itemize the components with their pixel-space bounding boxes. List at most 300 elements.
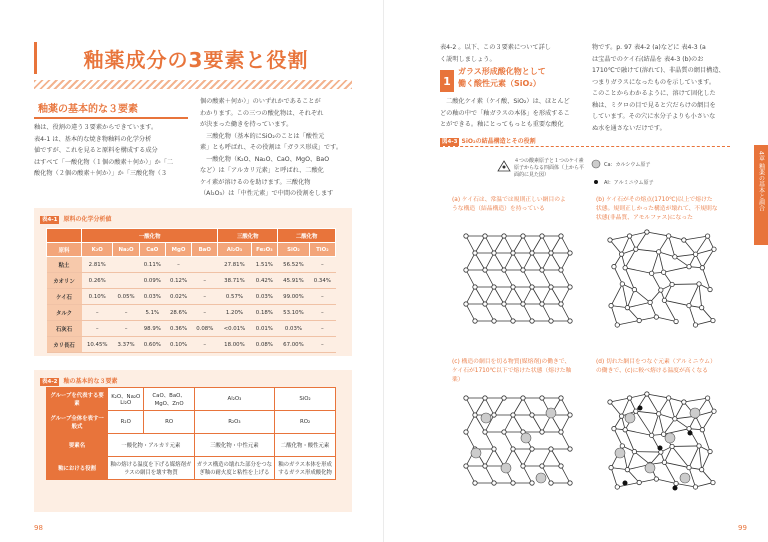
atom-node [511, 251, 515, 255]
table1 [46, 228, 336, 353]
bond-line [513, 287, 523, 304]
bond-line [504, 270, 513, 287]
amorphous-network-diagram [600, 226, 724, 346]
atom-node [670, 282, 674, 286]
table-cell: – [309, 289, 335, 305]
bond-line [504, 304, 513, 321]
bond-line [676, 483, 695, 486]
atom-node [654, 315, 658, 319]
atom-node [492, 251, 496, 255]
text-line: つまりガラスになったものを示しています。 [592, 78, 716, 86]
bond-line [485, 304, 494, 321]
atom-node [670, 444, 674, 448]
table-row [47, 305, 336, 321]
atom-node [464, 464, 468, 468]
atom-node [615, 323, 619, 327]
atom-node [530, 447, 534, 451]
atom-node [511, 285, 515, 289]
bond-line [659, 398, 669, 414]
table-cell: 67.00% [278, 337, 309, 353]
calcium-atom [690, 408, 700, 418]
table-cell: Al₂O₃ [194, 388, 274, 411]
table-cell: 0.05% [113, 289, 139, 305]
page-number-left: 98 [34, 524, 43, 532]
atom-node [530, 481, 534, 485]
table-cell: – [309, 337, 335, 353]
bond-line [611, 306, 617, 325]
legend-aluminum: Al：アルミニウム原子 [604, 180, 654, 186]
table1-title [40, 214, 111, 224]
bond-line [627, 470, 639, 483]
bond-line [689, 446, 699, 468]
table-cell: 0.09% [139, 273, 165, 289]
bond-line [561, 304, 570, 321]
atom-node [492, 319, 496, 323]
bond-line [475, 253, 485, 270]
atom-node [662, 298, 666, 302]
bond-line [513, 415, 523, 432]
atom-node [674, 319, 678, 323]
bond-line [634, 290, 650, 303]
atom-node [700, 428, 704, 432]
table-cell: 0.12% [165, 273, 191, 289]
bond-line [466, 466, 475, 483]
atom-node [530, 413, 534, 417]
atom-node [521, 302, 525, 306]
bond-line [699, 446, 702, 470]
table-row [47, 289, 336, 305]
bond-line [504, 432, 513, 449]
atom-node [625, 305, 629, 309]
atom-node [705, 234, 709, 238]
bond-line [561, 466, 570, 483]
bond-line [513, 236, 523, 253]
figure-title [440, 136, 536, 146]
atom-node [464, 396, 468, 400]
bond-line [466, 253, 475, 270]
bond-line [513, 398, 523, 415]
bond-line [664, 267, 689, 273]
bond-line [485, 253, 494, 270]
bond-line [702, 452, 710, 470]
calcium-atom [521, 433, 531, 443]
column-header: Na₂O [113, 243, 139, 257]
atom-node [662, 460, 666, 464]
table-cell: 0.60% [139, 337, 165, 353]
aluminum-atom [688, 431, 693, 436]
atom-node [645, 230, 649, 234]
row-header: タルク [47, 305, 82, 321]
text-line: しています。その穴に水分子よりも小さいな [592, 113, 716, 120]
atom-node [656, 412, 660, 416]
atom-node [711, 480, 715, 484]
bond-line [656, 479, 676, 483]
bond-line [532, 236, 542, 253]
aluminum-atom [673, 486, 678, 491]
column-header: BaO [192, 243, 218, 257]
bond-line [639, 479, 656, 482]
bond-line [627, 452, 634, 470]
bond-line [494, 253, 504, 270]
atom-node [666, 396, 670, 400]
atom-node [712, 247, 716, 251]
bond-line [652, 414, 659, 436]
column-header: 原料 [47, 243, 82, 257]
bond-line [636, 249, 659, 252]
bond-line [504, 253, 513, 270]
atom-node [699, 467, 703, 471]
bond-line [485, 432, 494, 449]
atom-node [473, 481, 477, 485]
bond-line [634, 452, 650, 465]
figure-legend [496, 158, 676, 192]
table-cell: 45.91% [278, 273, 309, 289]
aluminum-bridged-network-diagram [600, 388, 724, 508]
bond-line [542, 253, 551, 270]
atom-node [521, 396, 525, 400]
table-cell: 0.42% [251, 273, 278, 289]
atom-node [568, 251, 572, 255]
text-line: 値ですが、これを見ると原料を構成する成分 [34, 147, 158, 154]
table-cell: 0.36% [165, 321, 191, 337]
table-cell: 10.45% [82, 337, 113, 353]
bond-line [475, 236, 485, 253]
atom-node [492, 447, 496, 451]
text-line: 一酸化物（K₂O、Na₂O、CaO、MgO、BaO [200, 155, 330, 163]
text-line: とができる。釉にとってもっとも重要な酸化 [440, 121, 564, 128]
bond-line [695, 483, 712, 487]
table-cell: – [192, 337, 218, 353]
table-cell: ガラス構造の壊れた部分をつなぎ釉の耐火度と粘性を上げる [194, 457, 274, 480]
table-cell [113, 257, 139, 273]
text-line: く説明しましょう。 [440, 55, 496, 63]
caption-d: (d) 切れた網目をつなぐ元素（アルミニウム）の働きで、(c)に較べ熔ける温度が高くなる [596, 359, 716, 374]
atom-node [540, 396, 544, 400]
chapter-title: 釉薬の基本と調合 [757, 162, 765, 211]
text-line: （Al₂O₃）は「中性元素」で中間の役割をします [200, 190, 334, 197]
aluminum-atom [623, 481, 628, 486]
bond-line [647, 394, 659, 414]
table-cell: 27.81% [218, 257, 251, 273]
bond-line [551, 253, 561, 270]
atom-node [682, 238, 686, 242]
atom-node [659, 288, 663, 292]
crystal-network-diagram [456, 226, 580, 346]
table-cell: 三酸化物・中性元素 [194, 434, 274, 457]
bond-line [627, 308, 639, 321]
atom-node [559, 396, 563, 400]
atom-node [619, 414, 623, 418]
atom-node [687, 264, 691, 268]
atom-node [708, 287, 712, 291]
bond-line [684, 236, 708, 240]
atom-node [511, 481, 515, 485]
atom-node [540, 464, 544, 468]
bond-line [622, 284, 627, 308]
chapter-label: 章 [757, 154, 765, 161]
table-cell: 0.03% [139, 289, 165, 305]
row-header: 粘土 [47, 257, 82, 273]
row-header: カリ長石 [47, 337, 82, 353]
atom-node [492, 285, 496, 289]
table1-title-text: 原料の化学分析値 [63, 216, 112, 223]
bond-line [617, 320, 639, 324]
bond-line [485, 466, 494, 483]
table-cell: 0.10% [165, 337, 191, 353]
bond-line [611, 468, 617, 487]
bond-line [523, 466, 532, 483]
atom-node [666, 234, 670, 238]
table-cell: 一酸化物・アルカリ元素 [108, 434, 195, 457]
page-title-text: 釉薬成分の3要素と役割 [83, 47, 309, 72]
bond-line [561, 236, 570, 253]
text-line: など）は「アルカリ元素」と呼ばれ、二酸化 [200, 167, 324, 174]
text-line: 1710℃で融けて(溶れて)、非晶質の網目構造、 [592, 67, 725, 74]
bond-line [532, 287, 542, 304]
bond-line [659, 252, 664, 272]
atom-node [649, 271, 653, 275]
atom-node [625, 467, 629, 471]
table2-body [47, 388, 336, 480]
atom-node [502, 268, 506, 272]
atom-node [609, 465, 613, 469]
row-header: 要素名 [47, 434, 108, 457]
atom-node [549, 481, 553, 485]
bond-line [636, 411, 659, 414]
atom-node [549, 447, 553, 451]
text-line: わかります。この三つの酸化物は、それぞれ [200, 109, 324, 117]
text-line: 二酸化ケイ素（ケイ酸、SiO₂）は、ほとんど [440, 98, 570, 105]
calcium-atom [625, 413, 635, 423]
atom-node [612, 426, 616, 430]
table-cell: 0.03% [278, 321, 309, 337]
atom-node [483, 302, 487, 306]
atom-node [656, 250, 660, 254]
table-cell: 二酸化物・酸性元素 [275, 434, 336, 457]
atom-node [712, 409, 716, 413]
table-cell: 5.1% [139, 305, 165, 321]
atom-node [612, 264, 616, 268]
legend-calcium: Ca：カルシウム原子 [604, 162, 651, 168]
atom-node [549, 251, 553, 255]
table-cell: R₂O [108, 411, 144, 434]
bond-line [610, 240, 622, 254]
right-body-right [592, 42, 734, 134]
table-cell: – [309, 321, 335, 337]
table-cell: 2.81% [82, 257, 113, 273]
right-top-paragraph [440, 42, 580, 65]
table-cell: K₂O、Na₂O Li₂O [108, 388, 144, 411]
text-line: 素」とも呼ばれ、その役割は「ガラス形成」です。 [200, 144, 343, 151]
bond-line [466, 287, 475, 304]
bond-line [610, 398, 630, 402]
bond-line [675, 402, 684, 419]
atom-node [483, 396, 487, 400]
atom-node [502, 234, 506, 238]
table-cell: SiO₂ [275, 388, 336, 411]
text-line: どの釉の中で「釉ガラスの本体」を形成するこ [440, 109, 570, 117]
atom-node [568, 481, 572, 485]
atom-node [568, 319, 572, 323]
table-cell: – [82, 321, 113, 337]
atom-node [464, 430, 468, 434]
bond-line [513, 253, 523, 270]
bond-line [672, 284, 699, 285]
table-cell: 3.37% [113, 337, 139, 353]
atom-node [674, 481, 678, 485]
bond-line [485, 398, 494, 415]
atom-node [530, 319, 534, 323]
atom-node [708, 449, 712, 453]
atom-node [693, 252, 697, 256]
atom-node [464, 268, 468, 272]
text-line: ケイ素が溶けるのを助けます。三酸化物 [200, 178, 311, 186]
bond-line [475, 287, 485, 304]
atom-node [530, 285, 534, 289]
table-cell [113, 273, 139, 289]
bond-line [659, 236, 669, 252]
bond-line [504, 415, 513, 432]
bond-line [664, 284, 672, 300]
bond-line [611, 284, 622, 306]
atom-node [634, 409, 638, 413]
atom-node [693, 323, 697, 327]
table-row [47, 337, 336, 353]
chapter-side-tab [754, 145, 768, 245]
atom-node [483, 464, 487, 468]
table-cell: 0.57% [218, 289, 251, 305]
column-header: K₂O [82, 243, 113, 257]
bond-line [639, 317, 656, 320]
bond-line [494, 287, 504, 304]
atom-node [634, 247, 638, 251]
atom-node [673, 255, 677, 259]
atom-node [502, 430, 506, 434]
atom-node [711, 318, 715, 322]
bond-line [523, 236, 532, 253]
atom-node [549, 319, 553, 323]
table-cell: CaO、BaO、MgO、ZnO [144, 388, 194, 411]
bond-line [664, 462, 676, 483]
calcium-atom [615, 448, 625, 458]
atom-node [568, 447, 572, 451]
group-header: 三酸化物 [218, 229, 278, 243]
table-cell: 98.9% [139, 321, 165, 337]
column-header: Fe₂O₃ [251, 243, 278, 257]
table-cell: – [82, 305, 113, 321]
melted-glaze-network-diagram [456, 388, 580, 508]
table-cell: – [113, 305, 139, 321]
table2 [46, 387, 336, 480]
atom-node [530, 251, 534, 255]
atom-node [502, 396, 506, 400]
bond-line [485, 270, 494, 287]
group-header: 二酸化物 [278, 229, 336, 243]
table-cell: RO₂ [275, 411, 336, 434]
bond-line [466, 415, 475, 432]
atom-node [559, 268, 563, 272]
page-title [34, 42, 355, 74]
atom-node [632, 449, 636, 453]
text-line: 個の酸素＋何か）」のいずれかであることが [200, 98, 321, 105]
table-cell: – [165, 257, 191, 273]
row-header: 釉における役割 [47, 457, 108, 480]
atom-node [483, 268, 487, 272]
atom-node [483, 234, 487, 238]
heading-line: ガラス形成酸化物として [458, 67, 546, 76]
atom-node [637, 480, 641, 484]
bond-line [532, 415, 542, 432]
atom-node [627, 234, 631, 238]
atom-node [649, 433, 653, 437]
bond-line [542, 287, 551, 304]
bond-line [617, 482, 639, 486]
atom-node [699, 305, 703, 309]
bond-line [494, 398, 504, 415]
table-cell: 1.51% [251, 257, 278, 273]
bond-line [561, 253, 570, 270]
text-line: このことからわかるように、溶けて固化した [592, 90, 716, 97]
atom-node [632, 287, 636, 291]
bond-line [485, 236, 494, 253]
atom-node [473, 413, 477, 417]
bond-line [542, 236, 551, 253]
calcium-atom [501, 463, 511, 473]
bond-line [466, 304, 475, 321]
bond-line [542, 270, 551, 287]
table-cell: 0.10% [82, 289, 113, 305]
bond-line [689, 284, 699, 306]
bond-line [494, 449, 504, 466]
table-cell: 38.71% [218, 273, 251, 289]
atom-node [682, 400, 686, 404]
atom-node [619, 252, 623, 256]
atom-node [687, 426, 691, 430]
aluminum-atom [638, 406, 643, 411]
atom-node [623, 266, 627, 270]
bond-line [466, 432, 475, 449]
row-header: グループを代表する要素 [47, 388, 108, 411]
row-header: グループ全体を表す一般式 [47, 411, 108, 434]
section-subhead: 釉薬の基本的な３要素 [34, 98, 188, 119]
calcium-atom [680, 473, 690, 483]
atom-node [608, 238, 612, 242]
text-line: 酸化物（２個の酸素＋何か）」か「三酸化物（３ [34, 170, 168, 177]
text-line: が決まった働きを持っています。 [200, 121, 293, 128]
table-row [47, 434, 336, 457]
table-row [47, 321, 336, 337]
table-cell: 56.52% [278, 257, 309, 273]
bond-line [689, 306, 696, 325]
atom-node [627, 396, 631, 400]
text-line: 物です。p. 97 表4-2 (a)などに 表4-3 (a [592, 44, 706, 51]
bond-line [610, 236, 630, 240]
atom-node [661, 270, 665, 274]
title-stripes [34, 80, 352, 89]
bond-line [614, 429, 622, 446]
table-cell: 釉のガラス本体を形成するガラス形成酸化物 [275, 457, 336, 480]
atom-node [687, 303, 691, 307]
chapter-number: 4 [757, 151, 765, 155]
atom-node [693, 485, 697, 489]
bond-line [669, 398, 675, 419]
table-cell: – [192, 273, 218, 289]
atom-node [540, 302, 544, 306]
calcium-atom [471, 448, 481, 458]
intro-paragraph-left [34, 122, 182, 180]
atom-node [697, 444, 701, 448]
atom-node [521, 464, 525, 468]
